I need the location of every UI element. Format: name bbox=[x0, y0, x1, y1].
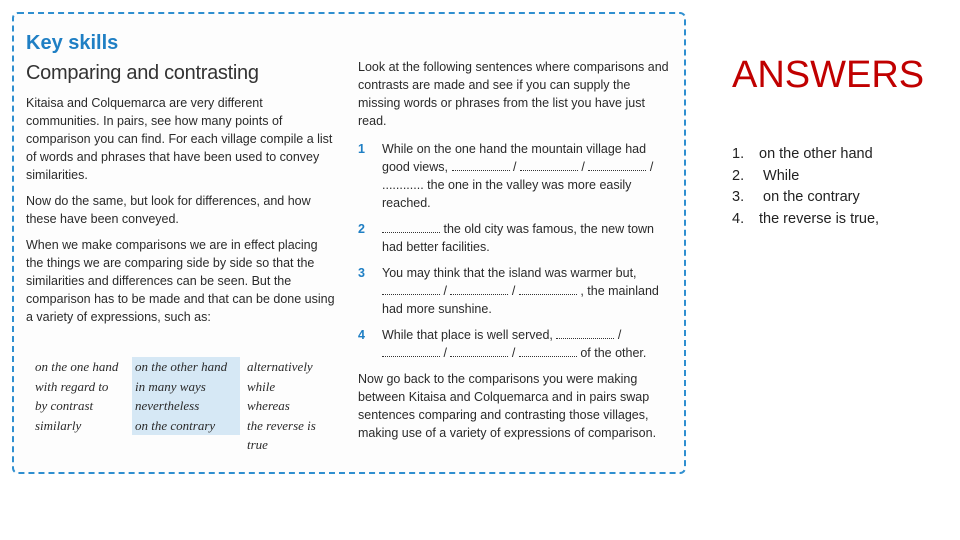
left-column bbox=[26, 94, 338, 334]
answer-text: on the contrary bbox=[759, 189, 860, 205]
item-text: , the mainland had more sunshine. bbox=[382, 284, 659, 316]
card-subtitle: Comparing and contrasting bbox=[26, 62, 259, 84]
phrase: true bbox=[247, 437, 268, 452]
item-text: While on the one hand the mountain village had good views, bbox=[382, 142, 647, 174]
blank bbox=[556, 328, 614, 339]
phrase: the reverse is bbox=[247, 417, 316, 433]
item-text: You may think that the island was warmer but, bbox=[382, 266, 637, 280]
exercise-item: 3 You may think that the island was warmer but, / / , the mainland had more sunshine. bbox=[358, 266, 659, 316]
item-number: 1 bbox=[358, 142, 365, 156]
answer-text: on the other hand bbox=[759, 146, 873, 162]
phrase: nevertheless bbox=[135, 398, 200, 413]
item-number: 2 bbox=[358, 222, 365, 236]
phrase: similarly bbox=[35, 417, 82, 433]
blank bbox=[450, 284, 508, 295]
answer-item bbox=[732, 211, 879, 233]
blank bbox=[450, 346, 508, 357]
answer-text: the reverse is true, bbox=[759, 210, 880, 227]
key-skills-card bbox=[12, 12, 686, 474]
phrase: while bbox=[247, 378, 276, 394]
exercise-item: 1 While on the one hand the mountain village had good views, / / / ............ the one in the valley was more easily reached. bbox=[358, 142, 654, 210]
right-column bbox=[358, 58, 676, 452]
blank bbox=[588, 160, 646, 171]
item-number: 3 bbox=[358, 266, 365, 280]
phrase: in many ways bbox=[135, 378, 206, 394]
phrase: alternatively bbox=[247, 359, 313, 374]
item-text: While that place is well served, bbox=[382, 328, 553, 342]
phrase: on the contrary bbox=[135, 417, 216, 433]
phrase: on the other hand bbox=[135, 359, 228, 374]
blank bbox=[519, 346, 577, 357]
item-text: the old city was famous, the new town had better facilities. bbox=[382, 222, 655, 254]
blank bbox=[520, 160, 578, 171]
exercise-outro: Now go back to the comparisons you were making between Kitaisa and Colquemarca and in pairs swap sentences comparing and contrasting those villages, making use of a variety of expressions of comparison. bbox=[358, 372, 657, 440]
paragraph-intro: Kitaisa and Colquemarca are very different communities. In pairs, see how many points of comparison you can find. For each village compile a list of words and phrases that have been used to convey similarities. bbox=[26, 96, 333, 182]
phrase-column-2 bbox=[132, 357, 240, 435]
card-title: Key skills bbox=[26, 32, 119, 54]
answer-number: 4. bbox=[732, 210, 745, 227]
phrase: on the one hand bbox=[35, 359, 119, 374]
item-number: 4 bbox=[358, 328, 365, 342]
paragraph-comparisons: When we make comparisons we are in effect placing the things we are comparing side by side so that the similarities and differences can be seen. But the comparison has to be made and that can be done using a variety of expressions, such as: bbox=[26, 238, 335, 324]
answer-number: 3. bbox=[732, 189, 745, 205]
exercise-intro: Look at the following sentences where comparisons and contrasts are made and see if you can supply the missing words or phrases from the list you have just read. bbox=[358, 60, 669, 128]
phrase: by contrast bbox=[35, 398, 94, 413]
blank bbox=[382, 346, 440, 357]
phrase: with regard to bbox=[35, 378, 109, 394]
item-text: of the other. bbox=[580, 346, 647, 360]
answer-item bbox=[732, 146, 879, 168]
exercise-item: 4 While that place is well served, / / / of the other. bbox=[358, 328, 647, 360]
blank bbox=[519, 284, 577, 295]
answer-item bbox=[732, 189, 879, 211]
blank bbox=[382, 222, 440, 233]
answer-text: While bbox=[759, 167, 800, 184]
exercise-item bbox=[358, 220, 676, 256]
phrase-column-3 bbox=[244, 357, 340, 455]
answer-number: 1. bbox=[732, 146, 745, 162]
item-text: ............ the one in the valley was more easily reached. bbox=[382, 178, 632, 210]
phrase-column-1 bbox=[32, 357, 128, 435]
answers-title: ANSWERS bbox=[732, 54, 925, 96]
answer-item bbox=[732, 168, 879, 190]
paragraph-differences: Now do the same, but look for differences, and how these have been conveyed. bbox=[26, 194, 311, 226]
answers-list bbox=[732, 146, 879, 232]
answer-number: 2. bbox=[732, 167, 745, 184]
phrase: whereas bbox=[247, 398, 290, 413]
blank bbox=[382, 284, 440, 295]
blank bbox=[452, 160, 510, 171]
